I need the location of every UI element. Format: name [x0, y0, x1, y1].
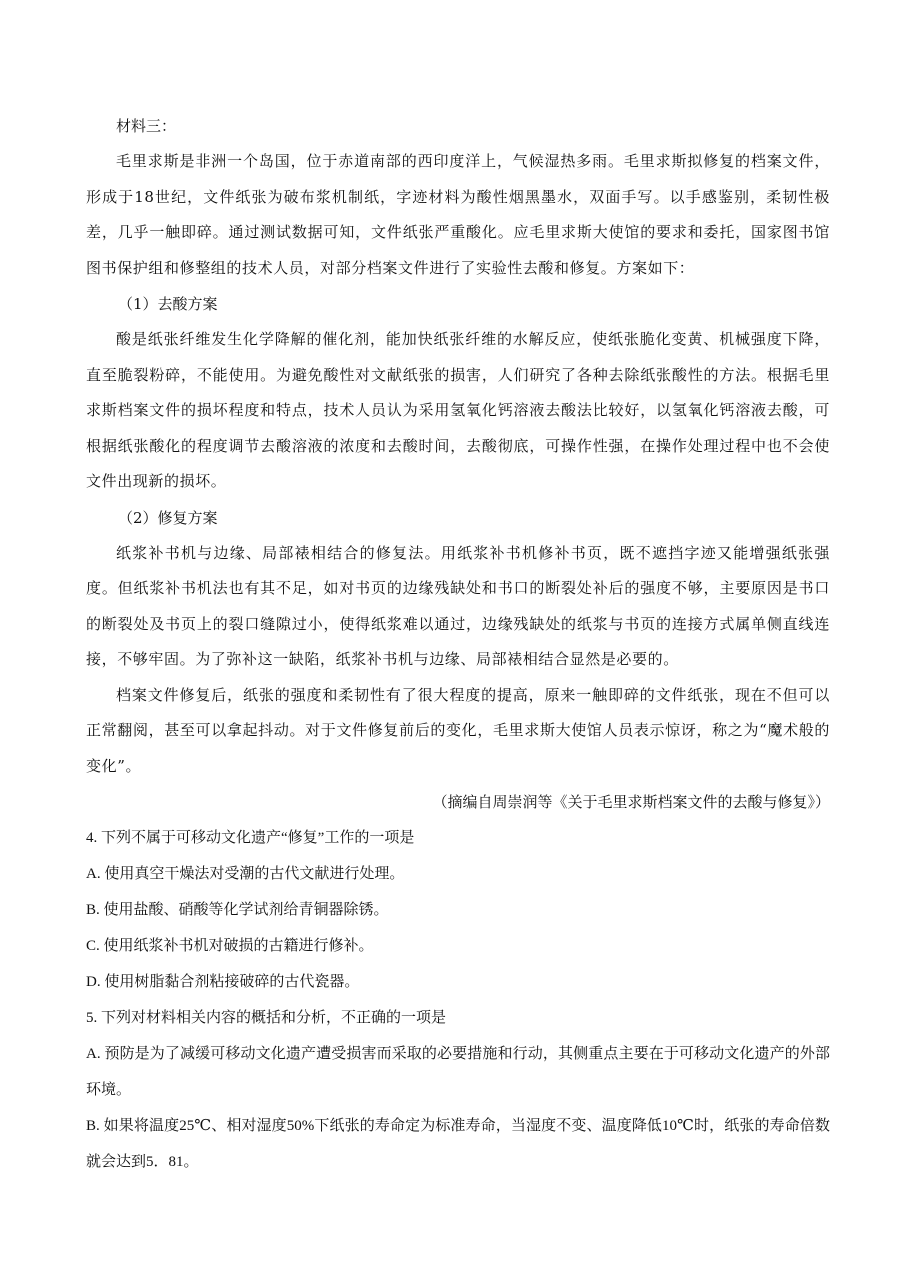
- question-4-option-c: C. 使用纸浆补书机对破损的古籍进行修补。: [86, 938, 374, 954]
- material-conclusion: 档案文件修复后，纸张的强度和柔韧性有了很大程度的提高，原来一触即碎的文件纸张，现在不但可以正常翻阅，甚至可以拿起抖动。对于文件修复前后的变化，毛里求斯大使馆人员表示惊讶，称之为“魔术般的变化”。: [86, 685, 830, 775]
- document-content: [86, 108, 830, 1180]
- question-4-option-b: B. 使用盐酸、硝酸等化学试剂给青铜器除锈。: [86, 902, 389, 918]
- material-source: （摘编自周崇润等《关于毛里求斯档案文件的去酸与修复》）: [432, 793, 830, 811]
- question-5-option-b: B. 如果将温度25℃、相对湿度50%下纸张的寿命定为标准寿命，当湿度不变、温度降低10℃时，纸张的寿命倍数就会达到5．81。: [86, 1118, 830, 1170]
- question-4-option-a: A. 使用真空干燥法对受潮的古代文献进行处理。: [86, 866, 405, 882]
- question-5-stem: 5. 下列对材料相关内容的概括和分析，不正确的一项是: [86, 1010, 447, 1026]
- section1-title: （1）去酸方案: [118, 295, 218, 313]
- section2-body: 纸浆补书机与边缘、局部裱相结合的修复法。用纸浆补书机修补书页，既不遮挡字迹又能增强纸张强度。但纸浆补书机法也有其不足，如对书页的边缘残缺处和书口的断裂处补后的强度不够，主要原因是书口的断裂处及书页上的裂口缝隙过小，使得纸浆难以通过，边缘残缺处的纸浆与书页的连接方式属单侧直线连接，不够牢固。为了弥补这一缺陷，纸浆补书机与边缘、局部裱相结合显然是必要的。: [86, 543, 830, 668]
- material-intro: 毛里求斯是非洲一个岛国，位于赤道南部的西印度洋上，气候湿热多雨。毛里求斯拟修复的档案文件，形成于18世纪，文件纸张为破布浆机制纸，字迹材料为酸性烟黑墨水，双面手写。以手感鉴别，柔韧性极差，几乎一触即碎。通过测试数据可知，文件纸张严重酸化。应毛里求斯大使馆的要求和委托，国家图书馆图书保护组和修整组的技术人员，对部分档案文件进行了实验性去酸和修复。方案如下：: [86, 152, 830, 277]
- question-5-option-a: A. 预防是为了减缓可移动文化遗产遭受损害而采取的必要措施和行动，其侧重点主要在于可移动文化遗产的外部环境。: [86, 1046, 830, 1098]
- question-4-stem: 4. 下列不属于可移动文化遗产“修复”工作的一项是: [86, 830, 415, 846]
- section1-body: 酸是纸张纤维发生化学降解的催化剂，能加快纸张纤维的水解反应，使纸张脆化变黄、机械强度下降，直至脆裂粉碎，不能使用。为避免酸性对文献纸张的损害，人们研究了各种去除纸张酸性的方法。根据毛里求斯档案文件的损坏程度和特点，技术人员认为采用氢氧化钙溶液去酸法比较好，以氢氧化钙溶液去酸，可根据纸张酸化的程度调节去酸溶液的浓度和去酸时间，去酸彻底，可操作性强，在操作处理过程中也不会使文件出现新的损坏。: [86, 330, 830, 490]
- material-title: 材料三：: [116, 117, 177, 135]
- section2-title: （2）修复方案: [118, 508, 218, 527]
- question-4-option-d: D. 使用树脂黏合剂粘接破碎的古代瓷器。: [86, 974, 360, 990]
